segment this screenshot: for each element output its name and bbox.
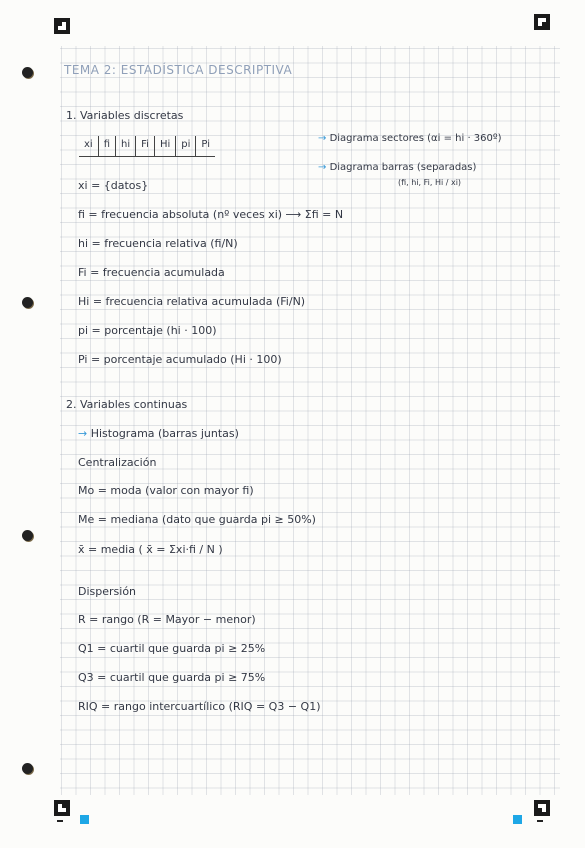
punch-hole-2 [22,297,33,308]
arrow-icon: → [78,427,91,440]
arrow-icon: → [318,162,330,173]
col-Pi: Pi [195,136,215,156]
section2-heading: 2. Variables continuas [66,398,188,411]
def-riq: RIQ = rango intercuartílico (RIQ = Q3 − Q1) [78,700,321,713]
def-q3: Q3 = cuartil que guarda pi ≥ 75% [78,671,266,684]
punch-hole-3 [22,530,33,541]
page-title: TEMA 2: ESTADÍSTICA DESCRIPTIVA [64,63,293,77]
def-Pi: Pi = porcentaje acumulado (Hi · 100) [78,353,282,366]
corner-marker-top-right-icon [534,14,550,30]
def-Fi: Fi = frecuencia acumulada [78,266,225,279]
def-xi: xi = {datos} [78,179,149,192]
cyan-tab-left [80,815,89,824]
arrow-diagrama-barras: → Diagrama barras (separadas) [318,162,477,173]
col-xi: xi [84,139,93,150]
bottom-dash-right [537,820,543,822]
col-Fi: Fi [135,136,154,156]
col-hi: hi [115,136,135,156]
def-mediana: Me = mediana (dato que guarda pi ≥ 50%) [78,513,316,526]
def-hi: hi = frecuencia relativa (fi/N) [78,237,238,250]
frequency-table-header [79,136,215,157]
corner-marker-bottom-left-icon [54,800,70,816]
barras-note: (fi, hi, Fi, Hi / xi) [398,178,462,187]
col-Hi: Hi [154,136,175,156]
dispersion-heading: Dispersión [78,585,137,598]
section1-heading: 1. Variables discretas [66,109,184,122]
arrow-diagrama-sectores: → Diagrama sectores (αi = hi · 360º) [318,133,502,144]
def-Hi: Hi = frecuencia relativa acumulada (Fi/N) [78,295,306,308]
bottom-dash-left [57,820,63,822]
corner-marker-bottom-right-icon [534,800,550,816]
def-pi: pi = porcentaje (hi · 100) [78,324,217,337]
def-media: x̄ = media ( x̄ = Σxi·fi / N ) [78,543,223,556]
col-pi: pi [175,136,195,156]
top-margin [0,0,585,46]
punch-hole-4 [22,763,33,774]
centralizacion-heading: Centralización [78,456,157,469]
def-moda: Mo = moda (valor con mayor fi) [78,484,254,497]
def-rango: R = rango (R = Mayor − menor) [78,613,256,626]
corner-marker-top-left-icon [54,18,70,34]
arrow-histograma: → Histograma (barras juntas) [78,427,239,440]
arrow-icon: → [318,133,330,144]
def-fi: fi = frecuencia absoluta (nº veces xi) ⟶ Σfi = N [78,208,344,221]
right-margin [560,0,585,848]
col-fi: fi [98,136,115,156]
cyan-tab-right [513,815,522,824]
punch-hole-1 [22,67,33,78]
left-margin [0,0,60,848]
def-q1: Q1 = cuartil que guarda pi ≥ 25% [78,642,266,655]
